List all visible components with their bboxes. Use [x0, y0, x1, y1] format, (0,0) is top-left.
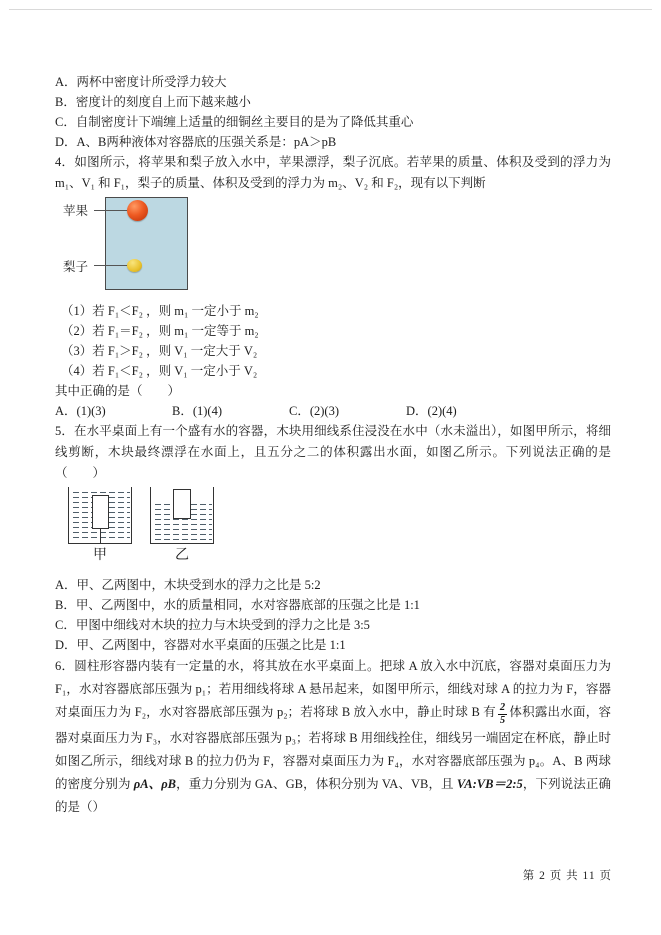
fraction-two-fifths — [498, 702, 507, 726]
label-yi: 乙 — [175, 548, 189, 563]
pear-shape — [127, 259, 142, 272]
beaker-jia — [68, 487, 132, 544]
pear-leader-line — [94, 265, 128, 266]
q3-option-c: C．自制密度计下端缠上适量的细铜丝主要目的是为了降低其重心 — [55, 115, 414, 129]
q5-option-a: A．甲、乙两图中，木块受到水的浮力之比是 5:2 — [55, 578, 321, 592]
q3-option-d: D．A、B两种液体对容器底的压强关系是：pA＞pB — [55, 135, 337, 149]
fraction-numerator: 2 — [499, 702, 506, 714]
q5-stem: 5．在水平桌面上有一个盛有水的容器，木块用细线系住浸没在水中（水未溢出），如图甲所示，将细线剪断，木块最终漂浮在水面上，且五分之二的体积露出水面，如图乙所示。下列说法正确的是（ ） — [55, 424, 611, 480]
beaker-yi — [150, 487, 214, 544]
q3-option-a: A．两杯中密度计所受浮力较大 — [55, 75, 227, 89]
q5-option-d: D．甲、乙两图中，容器对水平桌面的压强之比是 1:1 — [55, 638, 346, 652]
apple-label: 苹果 — [63, 204, 89, 218]
q6-text-1: 6．圆柱形容器内装有一定量的水，将其放在水平桌面上。把球 A 放入水中沉底，容器对桌面压力为 F₁，水对容器底部压强为 p₁；若用细线将球 A 悬吊起来，如图甲所示，细线对球 A 的拉力为 F，容器对桌面压力为 F₂，水对容器底部压强为 p₂；若将球 B 放入水中，静止时球 B 有 — [55, 659, 615, 719]
worksheet-content — [55, 72, 615, 819]
page-top-border — [9, 9, 652, 10]
q5-option-b: B．甲、乙两图中，水的质量相同，水对容器底部的压强之比是 1:1 — [55, 598, 420, 612]
q6-density-symbols: ρA、ρB — [133, 776, 177, 791]
q5-option-c: C．甲图中细线对木块的拉力与木块受到的浮力之比是 3:5 — [55, 618, 370, 632]
pear-label: 梨子 — [63, 260, 89, 274]
q4-choice-d: D．(2)(4) — [406, 404, 457, 418]
wood-block-yi — [173, 489, 191, 519]
q4-stem: 4．如图所示，将苹果和梨子放入水中，苹果漂浮，梨子沉底。若苹果的质量、体积及受到的浮力为 m₁、V₁ 和 F₁，梨子的质量、体积及受到的浮力为 m₂、V₂ 和 F₂，现有以下判断 — [55, 155, 615, 190]
q6-stem — [55, 655, 615, 819]
q4-figure — [55, 197, 611, 295]
label-jia: 甲 — [93, 548, 107, 563]
q4-choice-a: A．(1)(3) — [55, 404, 106, 418]
q6-text-4: ，下列说法正确的是（） — [55, 776, 611, 814]
q6-text-3: ，重力分别为 GA、GB，体积分别为 VA、VB，且 — [176, 776, 457, 791]
q4-judgment-3: （3）若 F₁＞F₂ ，则 V₁ 一定大于 V₂ — [61, 344, 258, 358]
fraction-denominator: 5 — [499, 715, 506, 726]
page-number: 第 2 页 共 11 页 — [522, 870, 612, 882]
q4-judgment-4: （4）若 F₁＜F₂ ，则 V₁ 一定小于 V₂ — [61, 364, 258, 378]
q4-choice-b: B．(1)(4) — [172, 404, 222, 418]
q3-option-b: B．密度计的刻度自上而下越来越小 — [55, 95, 251, 109]
q4-choices — [55, 401, 611, 421]
q6-text-2: 体积露出水面，容器对桌面压力为 F₃，水对容器底部压强为 p₃；若将球 B 用细线拴住，细线另一端固定在杯底，静止时如图乙所示，细线对球 B 的拉力仍为 F，容器对桌面压力为 F₄，水对容器底部压强为 p₄。A、B 两球的密度分别为 — [55, 705, 611, 791]
string-jia — [100, 529, 101, 543]
wood-block-jia — [92, 495, 109, 529]
q5-figure — [55, 487, 611, 569]
q4-judgment-2: （2）若 F₁＝F₂ ，则 m₁ 一定等于 m₂ — [61, 324, 259, 338]
q4-answer-prompt: 其中正确的是（ ） — [55, 384, 181, 398]
q4-choice-c: C．(2)(3) — [289, 404, 339, 418]
q6-volume-ratio: VA:VB＝2:5 — [456, 776, 523, 791]
apple-leader-line — [94, 210, 128, 211]
q4-judgment-1: （1）若 F₁＜F₂ ，则 m₁ 一定小于 m₂ — [61, 304, 259, 318]
apple-shape — [127, 200, 148, 221]
